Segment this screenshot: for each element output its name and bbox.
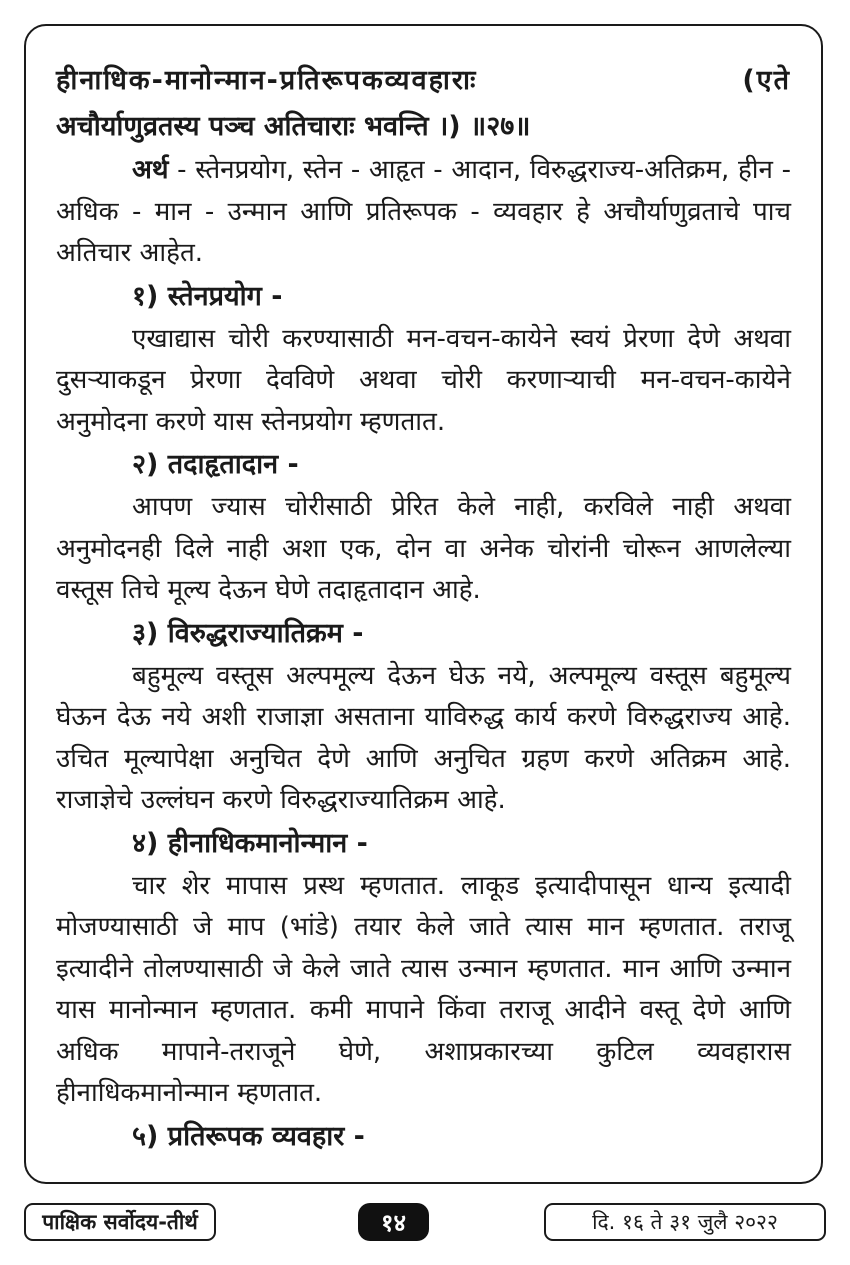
section-title-stenprayog: १) स्तेनप्रयोग -	[132, 280, 283, 312]
section-title-pratirupak-vyavahar: ५) प्रतिरूपक व्यवहार -	[132, 1120, 365, 1152]
footer-publication-name: पाक्षिक सर्वोदय-तीर्थ	[24, 1203, 216, 1241]
footer-page-number: १४	[358, 1203, 429, 1241]
meaning-text: - स्तेनप्रयोग, स्तेन - आहृत - आदान, विरुद्धराज्य-अतिक्रम, हीन - अधिक - मान - उन्मान आणि प्रतिरूपक - व्यवहार हे अचौर्याणुव्रताचे पाच अतिचार आहेत.	[56, 155, 791, 268]
sutra-heading-left: हीनाधिक-मानोन्मान-प्रतिरूपकव्यवहाराः	[56, 65, 478, 96]
page-content-frame	[24, 24, 823, 1184]
section-title-tadahritadan: २) तदाहृतादान -	[132, 449, 299, 480]
section-body-viruddharajyatikram: बहुमूल्य वस्तूस अल्पमूल्य देऊन घेऊ नये, अल्पमूल्य वस्तूस बहुमूल्य घेऊन देऊ नये अशी राजाज्ञा असताना याविरुद्ध कार्य करणे विरुद्धराज्य आहे. उचित मूल्यापेक्षा अनुचित देणे आणि अनुचित ग्रहण करणे अतिक्रम आहे. राजाज्ञेचे उल्लंघन करणे विरुद्धराज्यातिक्रम आहे.	[56, 660, 791, 815]
sutra-heading-line-2: अचौर्याणुव्रतस्य पञ्च अतिचाराः भवन्ति ।) ॥२७॥	[56, 111, 531, 142]
meaning-paragraph	[56, 150, 791, 275]
footer-issue-date: दि. १६ ते ३१ जुलै २०२२	[544, 1203, 826, 1241]
sutra-heading-right: (एते	[742, 65, 791, 96]
section-body-tadahritadan: आपण ज्यास चोरीसाठी प्रेरित केले नाही, करविले नाही अथवा अनुमोदनही दिले नाही अशा एक, दोन वा अनेक चोरांनी चोरून आणलेल्या वस्तूस तिचे मूल्य देऊन घेणे तदाहृतादान आहे.	[56, 492, 791, 605]
section-title-hinadhikmanonman: ४) हीनाधिकमानोन्मान -	[132, 827, 368, 859]
sutra-heading	[56, 58, 791, 150]
sutra-heading-line-1	[56, 58, 791, 104]
section-title-viruddharajyatikram: ३) विरुद्धराज्यातिक्रम -	[132, 617, 364, 649]
section-body-stenprayog: एखाद्यास चोरी करण्यासाठी मन-वचन-कायेने स्वयं प्रेरणा देणे अथवा दुसऱ्याकडून प्रेरणा देवविणे अथवा चोरी करणाऱ्याची मन-वचन-कायेने अनुमोदना करणे यास स्तेनप्रयोग म्हणतात.	[56, 323, 791, 437]
section-body-hinadhikmanonman: चार शेर मापास प्रस्थ म्हणतात. लाकूड इत्यादीपासून धान्य इत्यादी मोजण्यासाठी जे माप (भांडे) तयार केले जाते त्यास मान म्हणतात. तराजू इत्यादीने तोलण्यासाठी जे केले जाते त्यास उन्मान म्हणतात. मान आणि उन्मान यास मानोन्मान म्हणतात. कमी मापाने किंवा तराजू आदीने वस्तू देणे आणि अधिक मापाने-तराजूने घेणे, अशाप्रकारच्या कुटिल व्यवहारास हीनाधिकमानोन्मान म्हणतात.	[56, 870, 791, 1108]
meaning-label: अर्थ	[132, 155, 169, 185]
